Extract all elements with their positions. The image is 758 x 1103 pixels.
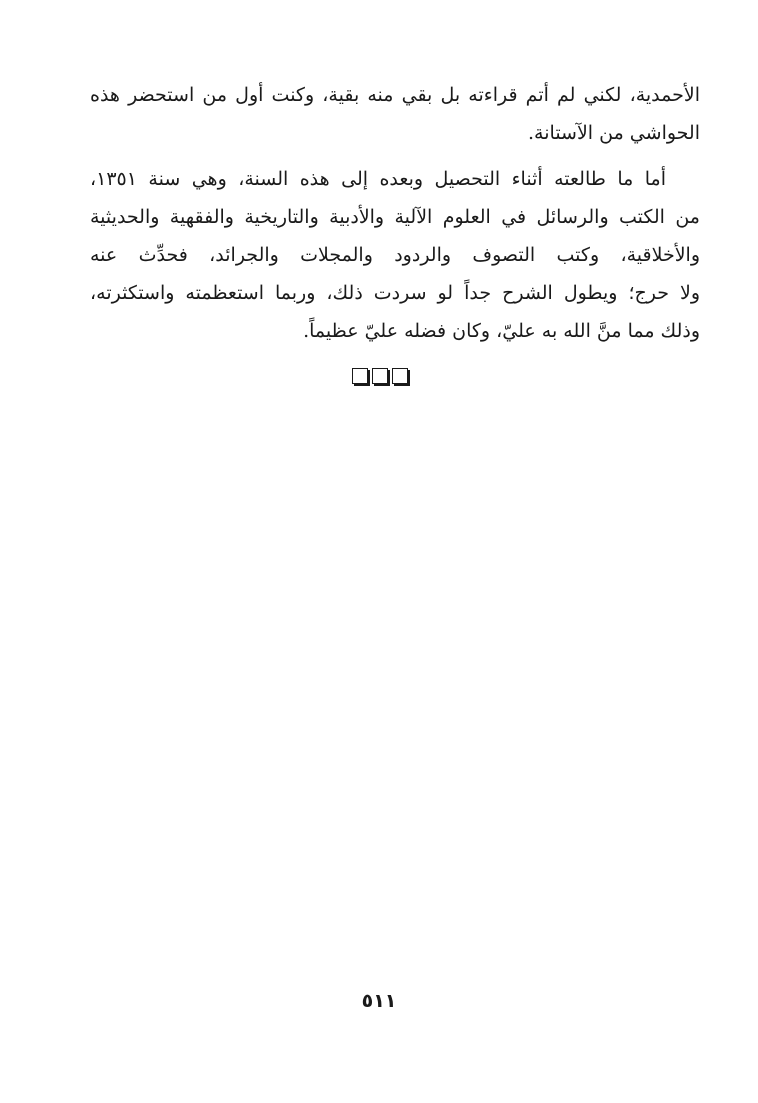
- page-number: ٥١١: [361, 990, 397, 1012]
- section-divider-ornament: [352, 368, 408, 384]
- text-line: الأحمدية، لكني لم أتم قراءته بل بقي منه بقية، وكنت أول من استحضر هذه: [90, 84, 700, 106]
- paragraph-1: [90, 76, 700, 152]
- square-box-icon: [392, 368, 408, 384]
- text-line: والأخلاقية، وكتب التصوف والردود والمجلات والجرائد، فحدِّث عنه: [90, 244, 700, 266]
- text-line: من الكتب والرسائل في العلوم الآلية والأدبية والتاريخية والفقهية والحديثية: [90, 206, 700, 228]
- square-box-icon: [352, 368, 368, 384]
- text-line: أما ما طالعته أثناء التحصيل وبعده إلى هذه السنة، وهي سنة ١٣٥١،: [90, 168, 666, 190]
- text-line: الحواشي من الآستانة.: [528, 122, 700, 144]
- square-box-icon: [372, 368, 388, 384]
- text-line: ولا حرج؛ ويطول الشرح جداً لو سردت ذلك، وربما استعظمته واستكثرته،: [90, 282, 700, 304]
- paragraph-2: [90, 160, 700, 350]
- text-line: وذلك مما منَّ الله به عليّ، وكان فضله عليّ عظيماً.: [303, 320, 700, 342]
